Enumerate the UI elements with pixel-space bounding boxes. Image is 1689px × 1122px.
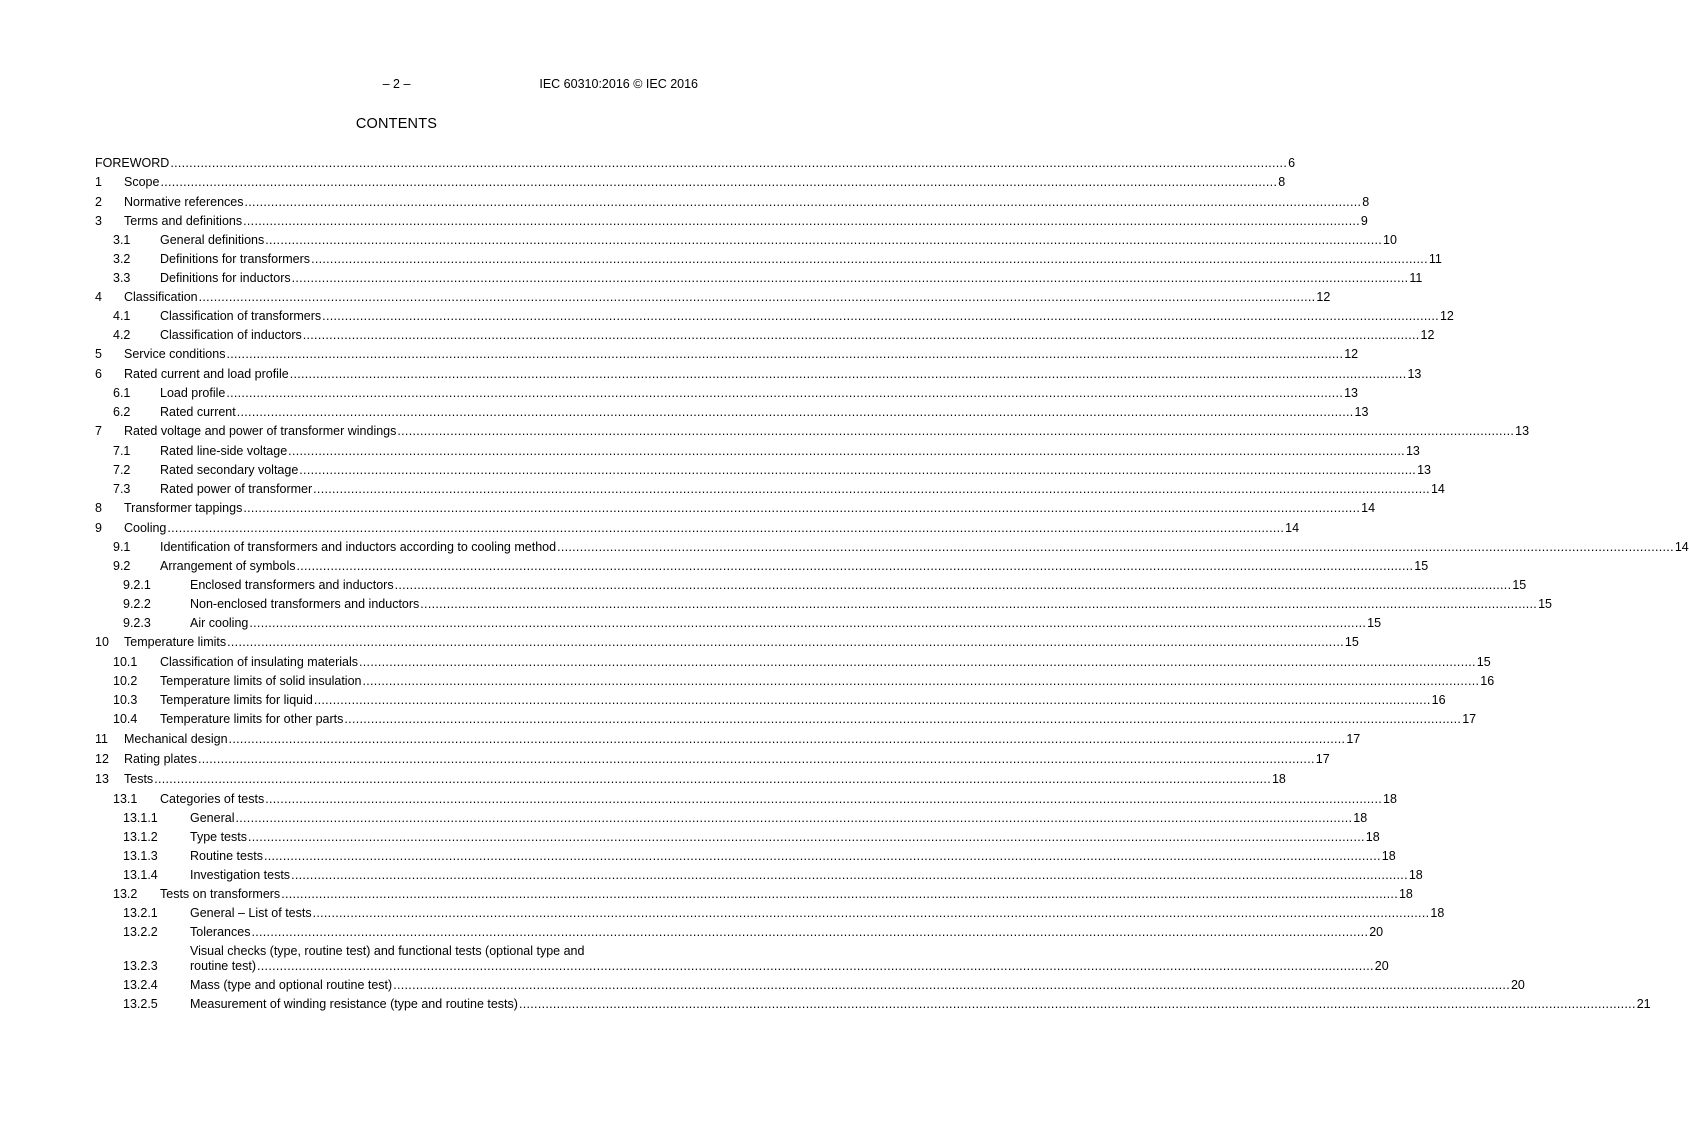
toc-entry-page: 12 [1344, 347, 1359, 361]
dot-leader [154, 772, 1271, 787]
toc-entry-title: Load profile [160, 386, 226, 400]
toc-entry-page: 18 [1383, 792, 1397, 806]
dot-leader [198, 752, 1315, 767]
toc-entry-page: 15 [1344, 635, 1359, 649]
dot-leader [170, 156, 1287, 171]
toc-entry-page: 18 [1430, 906, 1445, 920]
dot-leader [167, 521, 1284, 536]
toc-entry-title: Rated line-side voltage [160, 444, 288, 458]
toc-entry-number: 13 [95, 772, 109, 786]
toc-entry-title: Mechanical design [124, 732, 228, 746]
dot-leader [313, 906, 1430, 921]
toc-entry-number: 11 [95, 732, 108, 746]
toc-entry-title: Routine tests [190, 849, 263, 863]
toc-entry-page: 17 [1315, 752, 1330, 766]
toc-entry-title: Enclosed transformers and inductors [190, 578, 394, 592]
toc-entry-number: 12 [95, 752, 109, 766]
toc-entry[interactable] [95, 887, 1413, 902]
dot-leader [226, 386, 1343, 401]
toc-entry-number: 4 [95, 290, 102, 304]
toc-entry-page: 18 [1408, 868, 1423, 882]
dot-leader [397, 424, 1514, 439]
document-reference: IEC 60310:2016 © IEC 2016 [539, 77, 698, 91]
toc-entry-title: Classification of inductors [160, 328, 302, 342]
toc-entry-number: 9.2.2 [123, 597, 151, 611]
toc-entry[interactable] [95, 156, 1296, 171]
toc-entry[interactable] [95, 214, 1368, 229]
dot-leader [303, 328, 1420, 343]
table-of-contents [95, 156, 1689, 1012]
toc-entry[interactable] [95, 271, 1423, 286]
dot-leader [290, 367, 1407, 382]
toc-entry-page: 13 [1354, 405, 1369, 419]
toc-entry-page: 11 [1409, 271, 1423, 285]
toc-entry[interactable] [95, 252, 1442, 267]
dot-leader [248, 830, 1365, 845]
dot-leader [557, 540, 1674, 555]
dot-leader [519, 997, 1636, 1012]
toc-entry[interactable] [95, 195, 1370, 210]
dot-leader [296, 559, 1413, 574]
toc-entry-title: Measurement of winding resistance (type and routine tests) [190, 997, 518, 1011]
toc-entry-title: Arrangement of symbols [160, 559, 296, 573]
toc-entry-number: 7 [95, 424, 102, 438]
toc-entry[interactable] [95, 944, 1389, 974]
toc-entry-number: 6.2 [113, 405, 131, 419]
dot-leader [251, 925, 1368, 940]
toc-entry-title: Scope [124, 175, 160, 189]
toc-entry-page: 14 [1674, 540, 1689, 554]
toc-entry-title: Mass (type and optional routine test) [190, 978, 393, 992]
toc-entry[interactable] [95, 540, 1689, 555]
toc-entry-title: Terms and definitions [124, 214, 243, 228]
toc-entry-title: Visual checks (type, routine test) and functional tests (optional type and [190, 944, 585, 958]
toc-entry-page: 13 [1405, 444, 1420, 458]
toc-entry-number: 13.2.4 [123, 978, 158, 992]
toc-entry-number: 9.2.3 [123, 616, 151, 630]
toc-entry[interactable] [95, 328, 1435, 343]
toc-entry-title: Rating plates [124, 752, 197, 766]
dot-leader [243, 214, 1360, 229]
toc-entry-title: Transformer tappings [124, 501, 243, 515]
dot-leader [313, 482, 1430, 497]
toc-entry-number: 4.2 [113, 328, 131, 342]
toc-entry-page: 18 [1398, 887, 1413, 901]
toc-entry[interactable] [95, 521, 1300, 536]
toc-entry[interactable] [95, 597, 1552, 612]
toc-entry-page: 10 [1383, 233, 1397, 247]
dot-leader [291, 868, 1408, 883]
toc-entry-page: 20 [1510, 978, 1525, 992]
toc-entry-title: Definitions for inductors [160, 271, 291, 285]
toc-entry-page: 14 [1361, 501, 1376, 515]
toc-entry-number: 13.2 [113, 887, 138, 901]
toc-entry-title: Temperature limits for other parts [160, 712, 344, 726]
toc-entry-title: Service conditions [124, 347, 226, 361]
toc-entry-page: 13 [1417, 463, 1431, 477]
toc-entry-title: General – List of tests [190, 906, 312, 920]
toc-entry[interactable] [95, 386, 1359, 401]
toc-entry[interactable] [95, 290, 1331, 305]
toc-entry[interactable] [95, 906, 1445, 921]
dot-leader [281, 887, 1398, 902]
toc-entry-title: Normative references [124, 195, 244, 209]
dot-leader [344, 712, 1461, 727]
toc-entry-number: 13.2.2 [123, 925, 158, 939]
toc-entry-page: 20 [1369, 925, 1384, 939]
toc-entry-title: Type tests [190, 830, 247, 844]
toc-entry[interactable] [95, 849, 1396, 864]
toc-entry[interactable] [95, 405, 1369, 420]
toc-entry-page: 12 [1439, 309, 1454, 323]
toc-entry[interactable] [95, 635, 1359, 650]
toc-entry-number: 5 [95, 347, 102, 361]
toc-entry[interactable] [95, 482, 1445, 497]
dot-leader [226, 347, 1343, 362]
toc-entry-title: Classification [124, 290, 198, 304]
toc-entry[interactable] [95, 309, 1454, 324]
toc-entry-page: 18 [1271, 772, 1286, 786]
toc-entry-number: 10.4 [113, 712, 138, 726]
toc-entry[interactable] [95, 674, 1495, 689]
toc-entry[interactable] [95, 811, 1368, 826]
dot-leader [243, 501, 1360, 516]
toc-entry-title: Rated current and load profile [124, 367, 289, 381]
toc-entry-title: FOREWORD [95, 156, 170, 170]
toc-entry-page: 18 [1381, 849, 1396, 863]
toc-entry[interactable] [95, 752, 1330, 767]
dot-leader [245, 195, 1362, 210]
toc-entry-number: 10 [95, 635, 109, 649]
dot-leader [229, 732, 1346, 747]
toc-entry[interactable] [95, 424, 1530, 439]
dot-leader [227, 635, 1344, 650]
toc-entry-page: 17 [1346, 732, 1361, 746]
toc-entry-title: Definitions for transformers [160, 252, 311, 266]
toc-entry[interactable] [95, 501, 1376, 516]
dot-leader [362, 674, 1479, 689]
toc-entry[interactable] [95, 925, 1384, 940]
toc-entry-page: 13 [1515, 424, 1530, 438]
toc-entry-title: General [190, 811, 235, 825]
toc-entry-title: Non-enclosed transformers and inductors [190, 597, 420, 611]
toc-entry-title: Investigation tests [190, 868, 291, 882]
toc-entry-number: 13.1 [113, 792, 138, 806]
toc-entry-number: 13.1.2 [123, 830, 158, 844]
toc-entry[interactable] [95, 792, 1397, 807]
toc-entry-title: Rated voltage and power of transformer windings [124, 424, 397, 438]
page-number: – 2 – [382, 77, 411, 91]
dot-leader [235, 811, 1352, 826]
toc-entry-page: 9 [1360, 214, 1368, 228]
toc-entry-page: 15 [1414, 559, 1429, 573]
dot-leader [288, 444, 1405, 459]
dot-leader [237, 405, 1354, 420]
toc-entry-title: Tests on transformers [160, 887, 281, 901]
toc-entry-title: Tolerances [190, 925, 251, 939]
toc-entry-page: 6 [1288, 156, 1296, 170]
toc-entry-number: 9.2 [113, 559, 131, 573]
toc-entry[interactable] [95, 978, 1525, 993]
dot-leader [265, 233, 1382, 248]
toc-entry-page: 15 [1476, 655, 1491, 669]
toc-entry-number: 13.1.1 [123, 811, 158, 825]
toc-entry[interactable] [95, 655, 1491, 670]
toc-entry-number: 6 [95, 367, 102, 381]
toc-entry[interactable] [95, 367, 1422, 382]
toc-entry-page: 12 [1420, 328, 1435, 342]
toc-entry[interactable] [95, 868, 1423, 883]
toc-entry-title: General definitions [160, 233, 265, 247]
toc-entry-number: 13.2.3 [123, 959, 158, 973]
toc-entry-number: 9.1 [113, 540, 131, 554]
toc-entry[interactable] [95, 693, 1446, 708]
toc-entry-number: 3.3 [113, 271, 131, 285]
toc-entry[interactable] [95, 732, 1361, 747]
dot-leader [264, 849, 1381, 864]
toc-entry-page: 13 [1344, 386, 1359, 400]
toc-entry-number: 7.2 [113, 463, 131, 477]
toc-entry-page: 8 [1362, 195, 1370, 209]
dot-leader [314, 693, 1431, 708]
toc-entry-number: 13.1.4 [123, 868, 158, 882]
toc-entry-number: 3 [95, 214, 102, 228]
toc-entry-number: 3.2 [113, 252, 131, 266]
toc-entry-title: Tests [124, 772, 154, 786]
toc-entry[interactable] [95, 444, 1420, 459]
toc-entry-page: 15 [1538, 597, 1552, 611]
toc-entry-page: 14 [1430, 482, 1445, 496]
toc-entry-number: 6.1 [113, 386, 131, 400]
toc-entry-title: Classification of transformers [160, 309, 322, 323]
dot-leader [322, 309, 1439, 324]
toc-entry-title: Rated current [160, 405, 236, 419]
dot-leader [420, 597, 1537, 612]
dot-leader [311, 252, 1428, 267]
dot-leader [359, 655, 1476, 670]
toc-entry-title: Rated power of transformer [160, 482, 313, 496]
toc-entry-title: Identification of transformers and inductors according to cooling method [160, 540, 557, 554]
toc-entry-number: 9.2.1 [123, 578, 151, 592]
toc-entry-title: Air cooling [190, 616, 249, 630]
toc-entry[interactable] [95, 772, 1286, 787]
dot-leader [292, 271, 1409, 286]
toc-entry-title: Rated secondary voltage [160, 463, 299, 477]
toc-entry-page: 12 [1316, 290, 1331, 304]
toc-entry-number: 7.1 [113, 444, 131, 458]
toc-entry-number: 1 [95, 175, 102, 189]
toc-entry-page: 16 [1480, 674, 1495, 688]
toc-entry-page: 20 [1374, 959, 1389, 973]
toc-entry-number: 8 [95, 501, 102, 515]
toc-entry[interactable] [95, 347, 1359, 362]
toc-entry-title: Temperature limits [124, 635, 227, 649]
toc-entry-number: 13.2.1 [123, 906, 158, 920]
dot-leader [249, 616, 1366, 631]
toc-entry-page: 15 [1512, 578, 1527, 592]
toc-entry-title: Temperature limits of solid insulation [160, 674, 362, 688]
dot-leader [257, 959, 1374, 974]
toc-entry-number: 10.1 [113, 655, 138, 669]
toc-entry[interactable] [95, 559, 1429, 574]
toc-entry[interactable] [95, 997, 1651, 1012]
dot-leader [199, 290, 1316, 305]
toc-entry[interactable] [95, 233, 1397, 248]
toc-entry-title: Temperature limits for liquid [160, 693, 313, 707]
toc-entry-page: 15 [1367, 616, 1382, 630]
toc-entry[interactable] [95, 578, 1527, 593]
toc-entry-title: Categories of tests [160, 792, 265, 806]
toc-entry-page: 21 [1636, 997, 1651, 1011]
toc-entry[interactable] [95, 616, 1382, 631]
dot-leader [395, 578, 1512, 593]
toc-entry[interactable] [95, 830, 1380, 845]
toc-entry-number: 7.3 [113, 482, 131, 496]
toc-entry-page: 11 [1428, 252, 1442, 266]
toc-entry-number: 4.1 [113, 309, 131, 323]
dot-leader [393, 978, 1510, 993]
toc-entry[interactable] [95, 175, 1286, 190]
dot-leader [299, 463, 1416, 478]
toc-entry-page: 18 [1353, 811, 1368, 825]
toc-entry-number: 9 [95, 521, 102, 535]
toc-entry-page: 13 [1407, 367, 1422, 381]
toc-entry[interactable] [95, 712, 1477, 727]
toc-entry-page: 17 [1462, 712, 1477, 726]
toc-entry-number: 13.1.3 [123, 849, 158, 863]
toc-entry-number: 10.2 [113, 674, 138, 688]
dot-leader [160, 175, 1277, 190]
toc-entry-number: 10.3 [113, 693, 138, 707]
toc-entry-number: 3.1 [113, 233, 131, 247]
toc-entry-number: 13.2.5 [123, 997, 158, 1011]
contents-title: CONTENTS [355, 116, 438, 132]
toc-entry-page: 8 [1278, 175, 1286, 189]
toc-entry[interactable] [95, 463, 1431, 478]
toc-entry-title: Classification of insulating materials [160, 655, 359, 669]
toc-entry-number: 2 [95, 195, 102, 209]
dot-leader [265, 792, 1382, 807]
toc-entry-page: 18 [1365, 830, 1380, 844]
toc-entry-title: Cooling [124, 521, 167, 535]
toc-entry-page: 14 [1285, 521, 1300, 535]
toc-entry-page: 16 [1431, 693, 1446, 707]
toc-entry-title-continuation: routine test) [190, 959, 257, 973]
